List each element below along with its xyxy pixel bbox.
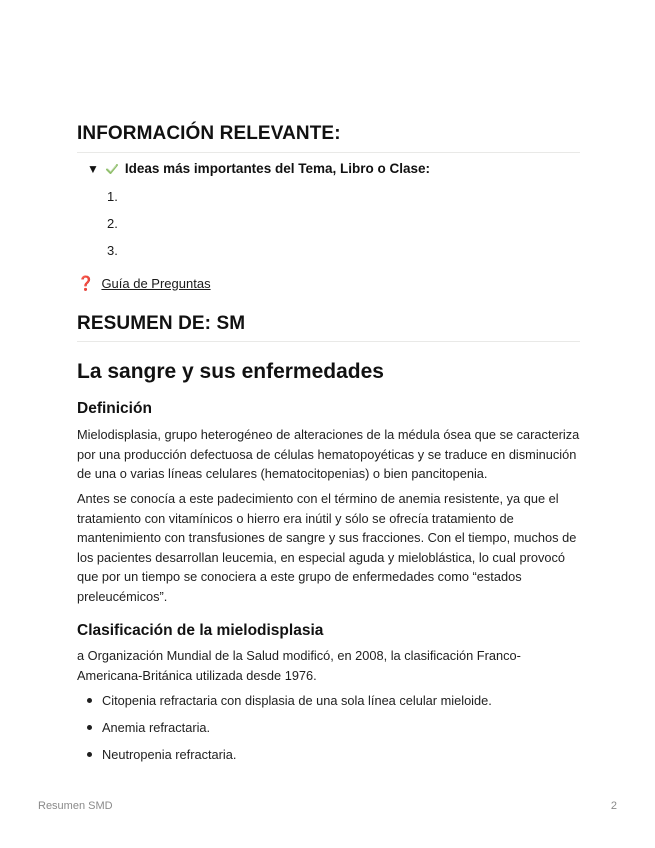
list-item: 2. [107,216,118,231]
divider [77,341,580,342]
main-title: La sangre y sus enfermedades [77,360,384,383]
list-item-text: Citopenia refractaria con displasia de una sola línea celular mieloide. [102,693,492,708]
footer-page-number: 2 [610,800,617,812]
definition-paragraph-1: Mielodisplasia, grupo heterogéneo de alteraciones de la médula ósea que se caracteriza por una producción defectuosa de células hematopoyéticas y se traduce en disminución de una o varias líneas celulares (hematocitopenias) o bien pancitopenia. [77,427,580,481]
bullet-icon [87,752,92,757]
list-item-text: Anemia refractaria. [102,720,211,735]
list-item: 3. [107,243,118,258]
definition-heading: Definición [77,400,152,417]
divider [77,152,580,153]
section-heading-info: INFORMACIÓN RELEVANTE: [77,123,341,144]
toggle-arrow-icon[interactable]: ▼ [87,161,99,176]
footer-doc-name: Resumen SMD [38,800,113,812]
list-item [77,720,210,735]
guide-link-row[interactable] [77,275,211,292]
toggle-label: Ideas más importantes del Tema, Libro o Clase: [124,161,430,176]
bullet-icon [87,725,92,730]
bullet-icon [87,698,92,703]
list-item [77,693,492,708]
ideas-toggle[interactable] [87,161,430,176]
definition-paragraph-2: Antes se conocía a este padecimiento con el término de anemia resistente, ya que el tratamiento con vitamínicos o hierro era inútil y sólo se ofrecía tratamiento de mantenimiento con transfusiones de sangre y sus fracciones. Con el tiempo, muchos de los pacientes desarrollan leucemia, en especial aguda y mieloblástica, lo cual provocó que por un tiempo se conociera a este grupo de enfermedades como “estados preleucémicos”. [77,491,577,604]
check-mark-icon [105,162,119,176]
guide-link[interactable]: Guía de Preguntas [101,276,211,291]
list-item: 1. [107,189,118,204]
classification-paragraph: a Organización Mundial de la Salud modificó, en 2008, la clasificación Franco-Americana-Británica utilizada desde 1976. [77,648,521,683]
list-item-text: Neutropenia refractaria. [102,747,237,762]
question-mark-icon: ❓ [77,275,95,291]
list-item [77,747,236,762]
classification-heading: Clasificación de la mielodisplasia [77,622,324,639]
section-heading-summary: RESUMEN DE: SM [77,313,246,334]
